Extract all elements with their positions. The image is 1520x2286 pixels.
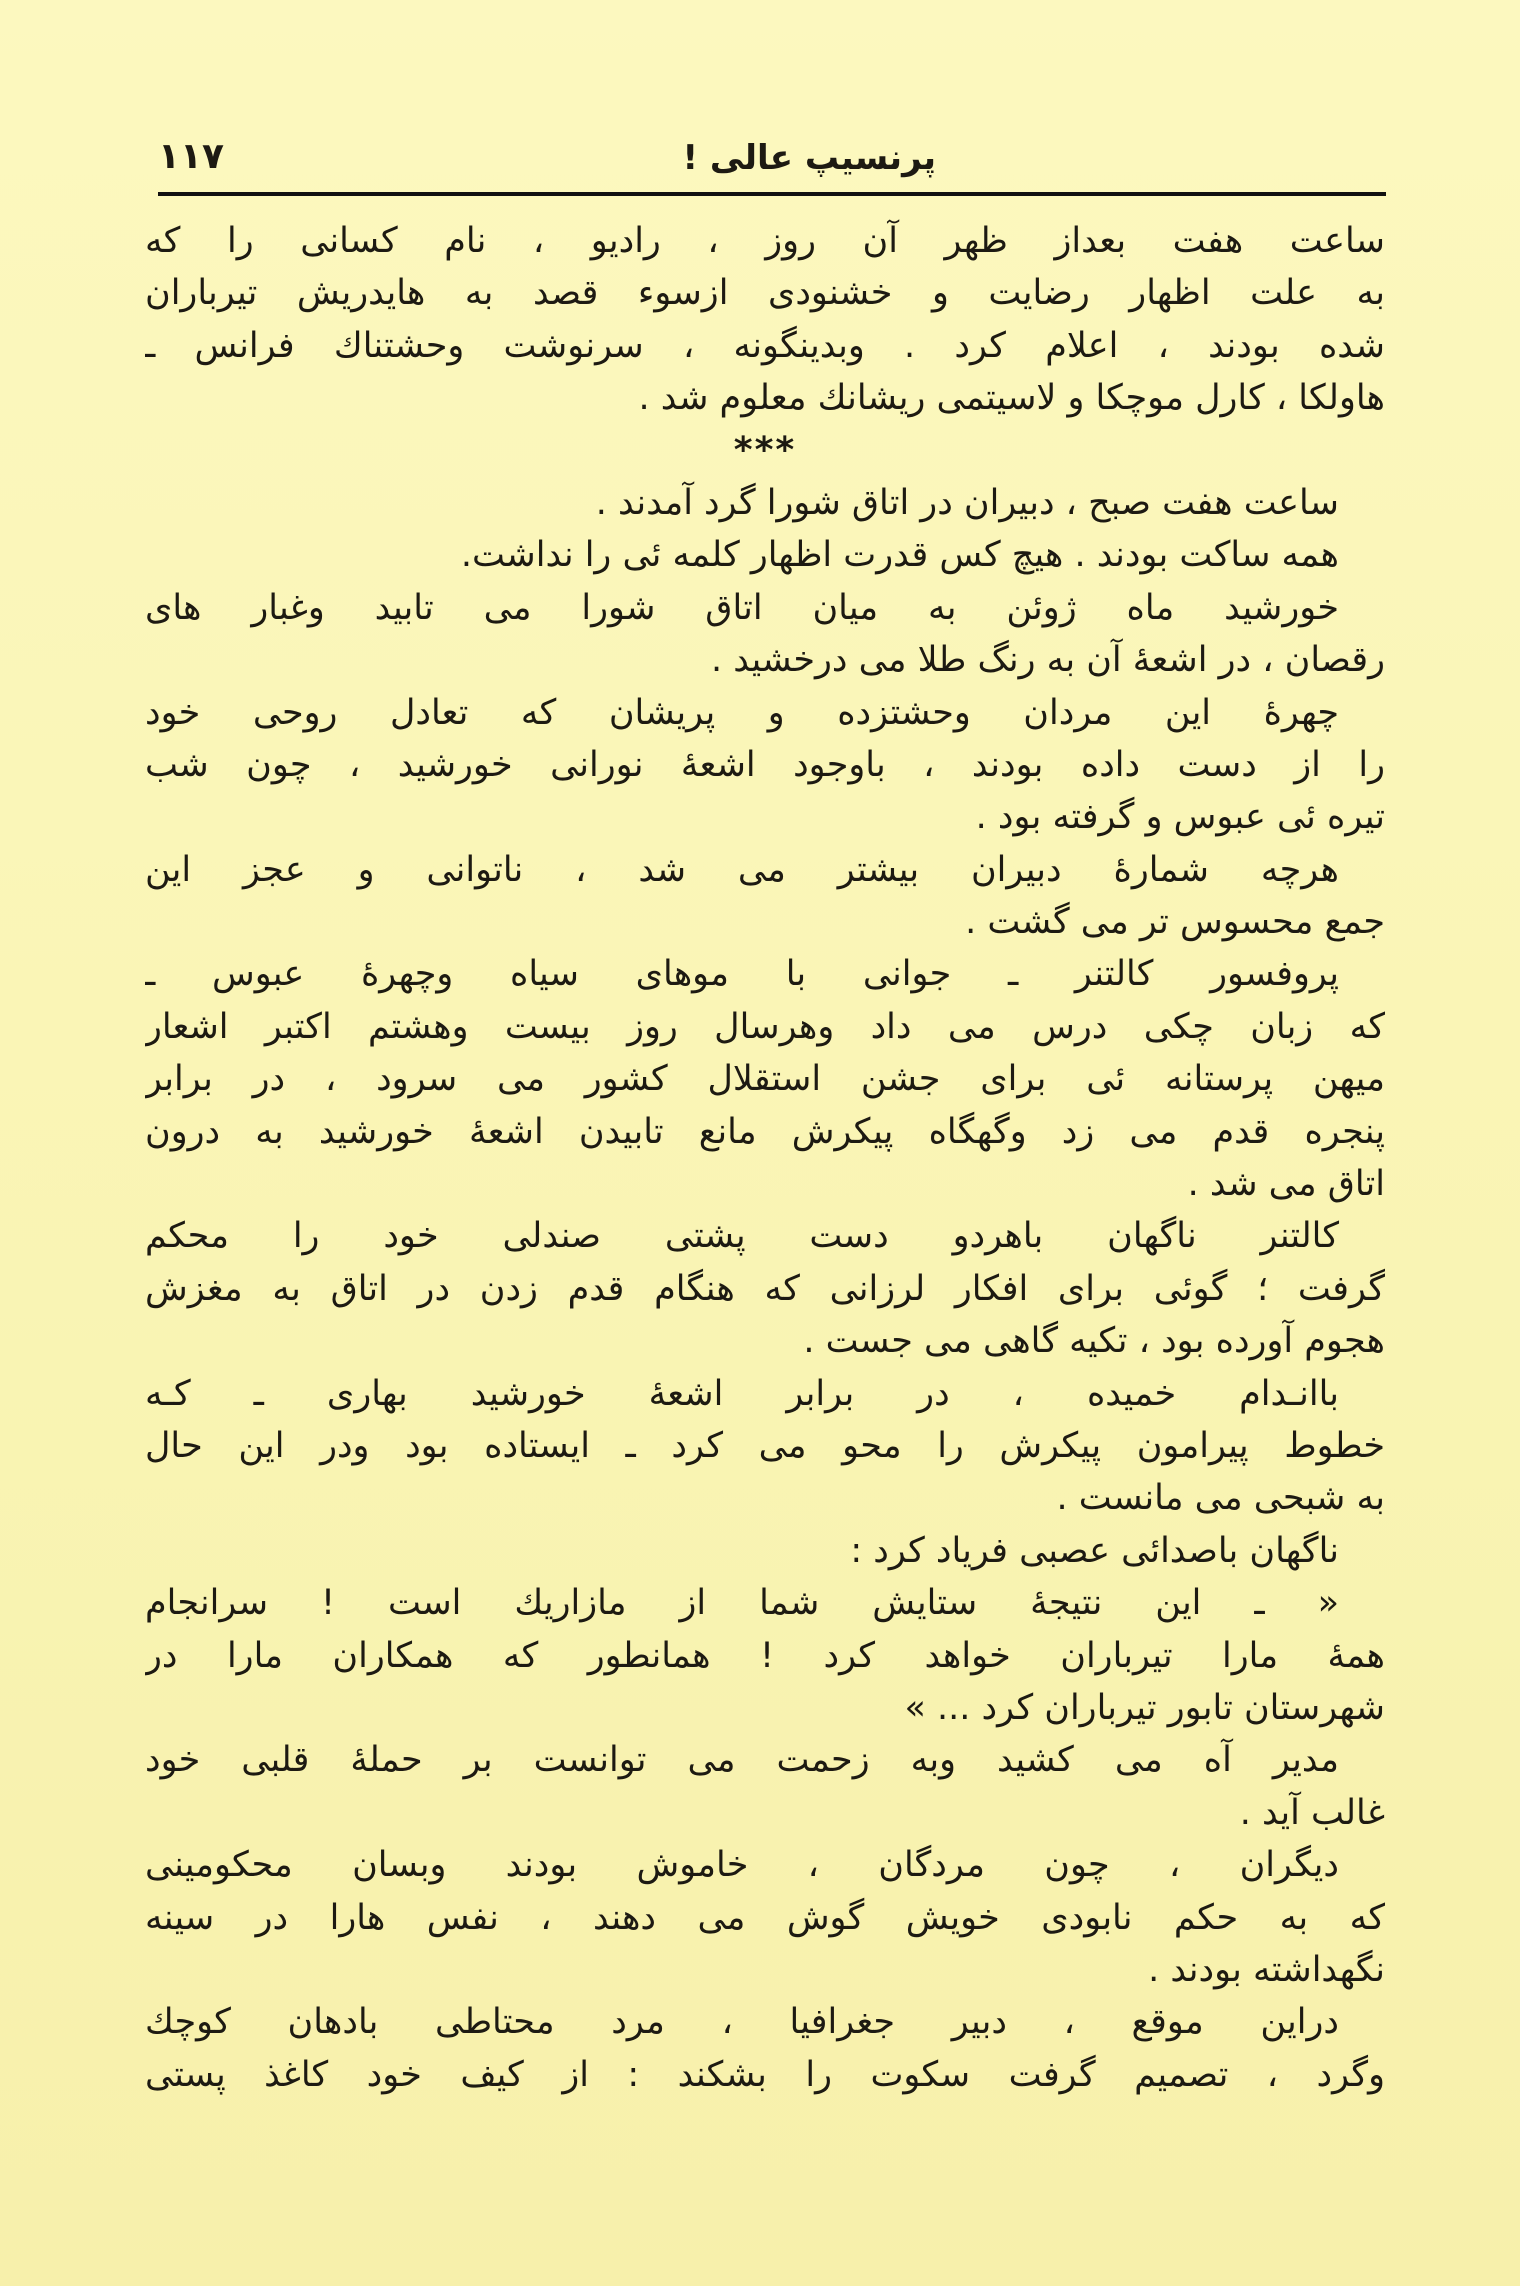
text-line: هرچه شمارهٔ دبیران بیشتر می شد ، ناتوانی و عجز این bbox=[145, 849, 1339, 890]
text-line: وگرد ، تصمیم گرفت سکوت را بشکند : از کیف خود کاغذ پستی bbox=[145, 2054, 1385, 2095]
text-line: غالب آید . bbox=[1239, 1792, 1385, 1833]
text-line: هجوم آورده بود ، تکیه گاهی می جست . bbox=[803, 1321, 1385, 1362]
text-line: گرفت ؛ گوئی برای افکار لرزانی که هنگام قدم زدن در اتاق به مغزش bbox=[145, 1268, 1385, 1309]
text-line: خورشید ماه ژوئن به میان اتاق شورا می تابید وغبار های bbox=[145, 587, 1339, 628]
text-line: کالتنر ناگهان باهردو دست پشتی صندلی خود را محکم bbox=[145, 1216, 1339, 1257]
text-line: تیره ئی عبوس و گرفته بود . bbox=[975, 797, 1385, 838]
text-line: که زبان چکی درس می داد وهرسال روز بیست وهشتم اکتبر اشعار bbox=[145, 1006, 1385, 1047]
text-line: همه ساکت بودند . هیچ کس قدرت اظهار کلمه ئی را نداشت. bbox=[460, 535, 1339, 576]
text-line: را از دست داده بودند ، باوجود اشعهٔ نورانی خورشید ، چون شب bbox=[145, 744, 1385, 785]
body-text bbox=[145, 215, 1385, 2101]
text-line: به شبحی می مانست . bbox=[1056, 1478, 1385, 1519]
text-line: اتاق می شد . bbox=[1187, 1164, 1385, 1205]
text-line: ساعت هفت بعداز ظهر آن روز ، رادیو ، نام کسانی را که bbox=[145, 221, 1385, 261]
text-line: ساعت هفت صبح ، دبیران در اتاق شورا گرد آمدند . bbox=[595, 482, 1339, 523]
page-number: ۱۱۷ bbox=[158, 136, 224, 177]
text-line: چهرهٔ این مردان وحشتزده و پریشان که تعادل روحی خود bbox=[145, 692, 1339, 733]
running-title: پرنسیپ عالی ! bbox=[682, 138, 936, 178]
text-line: باانـدام خمیده ، در برابر اشعهٔ خورشید بهاری ـ کـه bbox=[145, 1373, 1339, 1414]
text-line: همهٔ مارا تیرباران خواهد کرد ! همانطور که همکاران مارا در bbox=[145, 1635, 1385, 1676]
text-line: پروفسور کالتنر ـ جوانی با موهای سیاه وچهرهٔ عبوس ـ bbox=[145, 954, 1339, 995]
section-separator: *** bbox=[733, 429, 797, 471]
running-header bbox=[158, 130, 1386, 184]
text-line: رقصان ، در اشعهٔ آن به رنگ طلا می درخشید . bbox=[710, 640, 1385, 681]
header-rule bbox=[158, 192, 1386, 196]
text-line: میهن پرستانه ئی برای جشن استقلال کشور می سرود ، در برابر bbox=[145, 1059, 1385, 1100]
text-line: شده بودند ، اعلام کرد . وبدینگونه ، سرنوشت وحشتناك فرانس ـ bbox=[145, 325, 1385, 366]
text-line: ناگهان باصدائی عصبی فریاد کرد : bbox=[850, 1530, 1339, 1571]
text-line: جمع محسوس تر می گشت . bbox=[965, 902, 1385, 943]
text-line: به علت اظهار رضایت و خشنودی ازسوء قصد به هایدریش تیرباران bbox=[145, 273, 1385, 314]
text-line: خطوط پیرامون پیکرش را محو می کرد ـ ایستاده بود ودر این حال bbox=[145, 1425, 1385, 1466]
text-line: که به حکم نابودی خویش گوش می دهند ، نفس هارا در سینه bbox=[145, 1897, 1385, 1938]
text-line: دراین موقع ، دبیر جغرافیا ، مرد محتاطی بادهان کوچك bbox=[145, 2002, 1339, 2043]
text-line: « ـ این نتیجهٔ ستایش شما از مازاریك است ! سرانجام bbox=[145, 1583, 1339, 1624]
text-line: هاولکا ، کارل موچکا و لاسیتمی ریشانك معلوم شد . bbox=[638, 378, 1385, 419]
text-line: شهرستان تابور تیرباران کرد ... » bbox=[904, 1687, 1385, 1728]
text-line: مدیر آه می کشید وبه زحمت می توانست بر حملهٔ قلبی خود bbox=[145, 1740, 1339, 1781]
text-line: دیگران ، چون مردگان ، خاموش بودند وبسان محکومینی bbox=[145, 1845, 1339, 1886]
text-line: نگهداشته بودند . bbox=[1148, 1949, 1385, 1990]
text-line: پنجره قدم می زد وگهگاه پیکرش مانع تابیدن اشعهٔ خورشید به درون bbox=[145, 1111, 1385, 1152]
